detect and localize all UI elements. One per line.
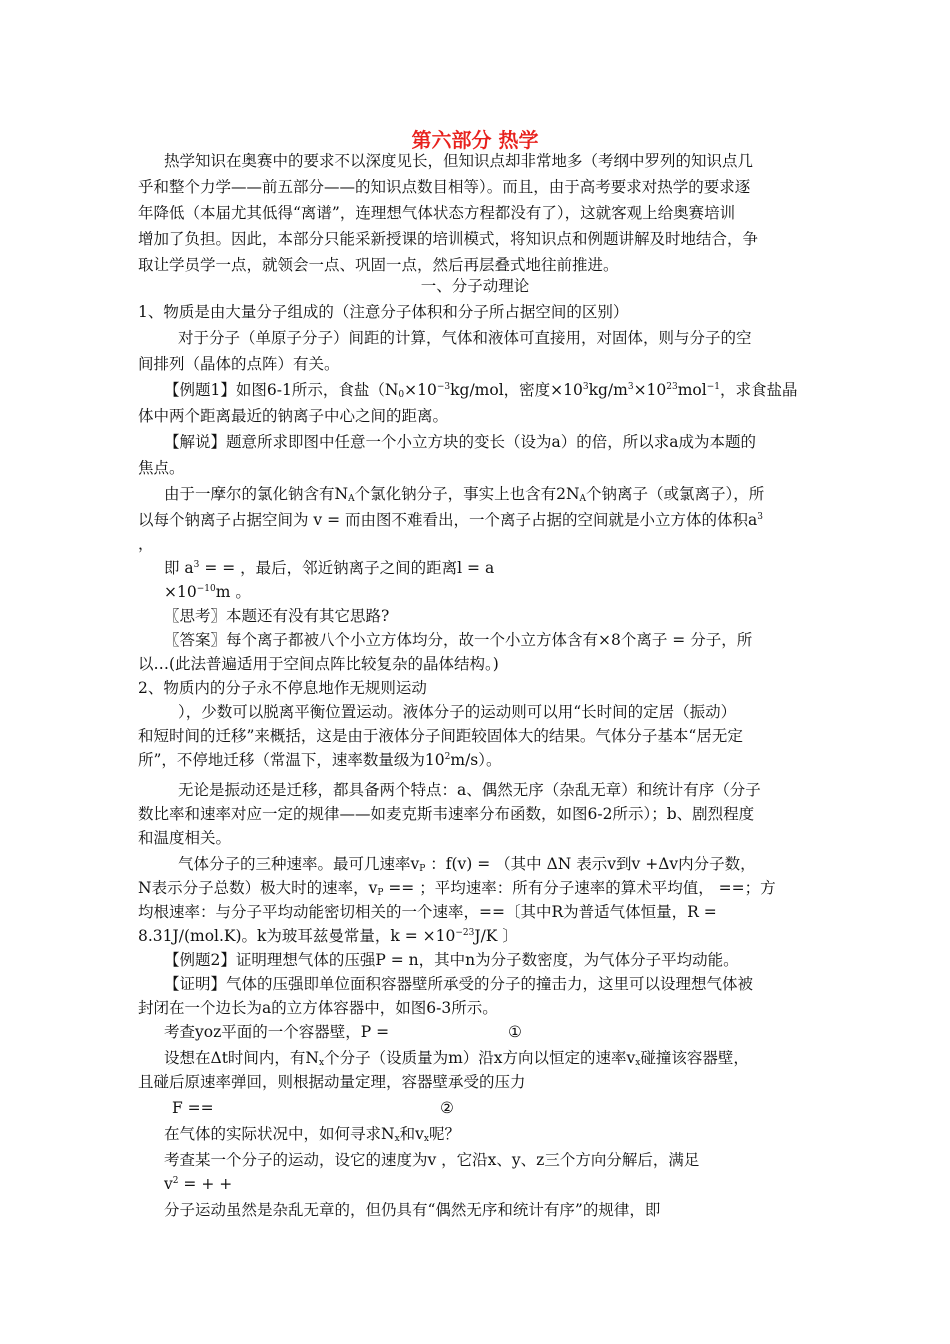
paragraph-line: 分子运动虽然是杂乱无章的，但仍具有“偶然无序和统计有序”的规律，即 (164, 1201, 661, 1219)
equation-line: $v^2$ = + + (164, 1175, 233, 1193)
paragraph-line: 气体分子的三种速率。最可几速率$v_P$ ：f(v) = （其中 ΔN 表示v到v +Δv内分子数， (178, 855, 756, 874)
proof-line: 封闭在一个边长为a的立方体容器中，如图6-3所示。 (138, 999, 498, 1017)
paragraph-line: 设想在Δt时间内，有$N_x$个分子（设质量为m）沿x方向以恒定的速率$v_x$碰撞该容器壁， (164, 1049, 749, 1068)
example-1-line: 【例题1】如图6-1所示，食盐（$N_0\times 10^{-3}kg$/mol，密度$\times 10^3kg/m^3\times 10^{23}mol^{-1}$，求食盐晶 (164, 381, 798, 400)
paragraph-line: 数比率和速率对应一定的规律——如麦克斯韦速率分布函数，如图6-2所示）；b、剧烈程度 (138, 805, 755, 823)
paragraph-line: 和短时间的迁移”来概括，这是由于液体分子间距较固体大的结果。气体分子基本“居无定 (138, 727, 743, 745)
solution-line: 以每个钠离子占据空间为 v = 而由图不难看出，一个离子占据的空间就是小立方体的体积$a^3$ (138, 511, 764, 529)
think-line: 〖思考〗本题还有没有其它思路? (164, 607, 390, 625)
paragraph-line: 所”，不停地迁移（常温下，速率数量级为$10^2m/s$）。 (138, 751, 502, 769)
intro-line: 热学知识在奥赛中的要求不以深度见长，但知识点却非常地多（考纲中罗列的知识点几 (164, 152, 754, 170)
paragraph-line: 对于分子（单原子分子）间距的计算，气体和液体可直接用，对固体，则与分子的空 (178, 329, 752, 347)
solution-line: 焦点。 (138, 459, 185, 477)
paragraph-line: 在气体的实际状况中，如何寻求$N_x$和$v_x$呢？ (164, 1125, 461, 1144)
equation-number: ② (440, 1099, 454, 1117)
answer-line: 以…(此法普遍适用于空间点阵比较复杂的晶体结构。) (138, 655, 499, 673)
answer-line: 〖答案〗每个离子都被八个小立方体均分，故一个小立方体含有×8个离子 = 分子，所 (164, 631, 753, 649)
paragraph-line: 考查某一个分子的运动，设它的速度为v ，它沿x、y、z三个方向分解后，满足 (164, 1151, 700, 1169)
solution-line: $\times 10^{-10}m$ 。 (164, 583, 251, 601)
equation-number: ① (508, 1023, 522, 1041)
solution-line: 由于一摩尔的氯化钠含有$N_A$个氯化钠分子，事实上也含有$2N_A$个钠离子（或氯离子），所 (164, 485, 765, 504)
proof-line: 【证明】气体的压强即单位面积容器壁所承受的分子的撞击力，这里可以设理想气体被 (164, 975, 754, 993)
solution-line: 即 $a^3$ = = ，最后，邻近钠离子之间的距离l = a (164, 559, 495, 577)
point-heading: 2、物质内的分子永不停息地作无规则运动 (138, 679, 427, 697)
intro-line: 取让学员学一点，就领会一点、巩固一点，然后再层叠式地往前推进。 (138, 256, 619, 274)
intro-line: 增加了负担。因此，本部分只能采新授课的培训模式，将知识点和例题讲解及时地结合，争 (138, 230, 759, 248)
paragraph-line: ），少数可以脱离平衡位置运动。液体分子的运动则可以用“长时间的定居（振动） (178, 703, 737, 721)
paragraph-line: 均根速率：与分子平均动能密切相关的一个速率，==〔其中R为普适气体恒量，R = (138, 903, 717, 921)
paragraph-line: 无论是振动还是迁移，都具备两个特点：a、偶然无序（杂乱无章）和统计有序（分子 (178, 781, 761, 799)
equation-line: F == (172, 1099, 214, 1117)
intro-line: 年降低（本届尤其低得“离谱”，连理想气体状态方程都没有了），这就客观上给奥赛培训 (138, 204, 736, 222)
intro-line: 乎和整个力学——前五部分——的知识点数目相等）。而且，由于高考要求对热学的要求逐 (138, 178, 751, 196)
paragraph-line: 且碰后原速率弹回，则根据动量定理，容器壁承受的压力 (138, 1073, 526, 1091)
example-1-line: 体中两个距离最近的钠离子中心之间的距离。 (138, 407, 449, 425)
paragraph-line: 8.31J/(mol.K)。k为玻耳兹曼常量，$k = \times 10^{-23}J/K$ 〕 (138, 927, 518, 945)
point-heading: 1、物质是由大量分子组成的（注意分子体积和分子所占据空间的区别） (138, 303, 629, 321)
equation-line: 考查yoz平面的一个容器壁，P = (164, 1023, 390, 1041)
paragraph-line: 和温度相关。 (138, 829, 232, 847)
solution-line: 【解说】题意所求即图中任意一个小立方块的变长（设为a）的倍，所以求a成为本题的 (164, 433, 756, 451)
solution-line: ， (138, 535, 154, 553)
document-title: 第六部分 热学 (411, 128, 539, 152)
example-2-line: 【例题2】证明理想气体的压强P = n，其中n为分子数密度，为气体分子平均动能。 (164, 951, 739, 969)
paragraph-line: N表示分子总数）极大时的速率，$v_P$ == ；平均速率：所有分子速率的算术平均值， ==；方 (138, 879, 776, 898)
section-heading: 一、分子动理论 (420, 277, 530, 295)
paragraph-line: 间排列（晶体的点阵）有关。 (138, 355, 340, 373)
